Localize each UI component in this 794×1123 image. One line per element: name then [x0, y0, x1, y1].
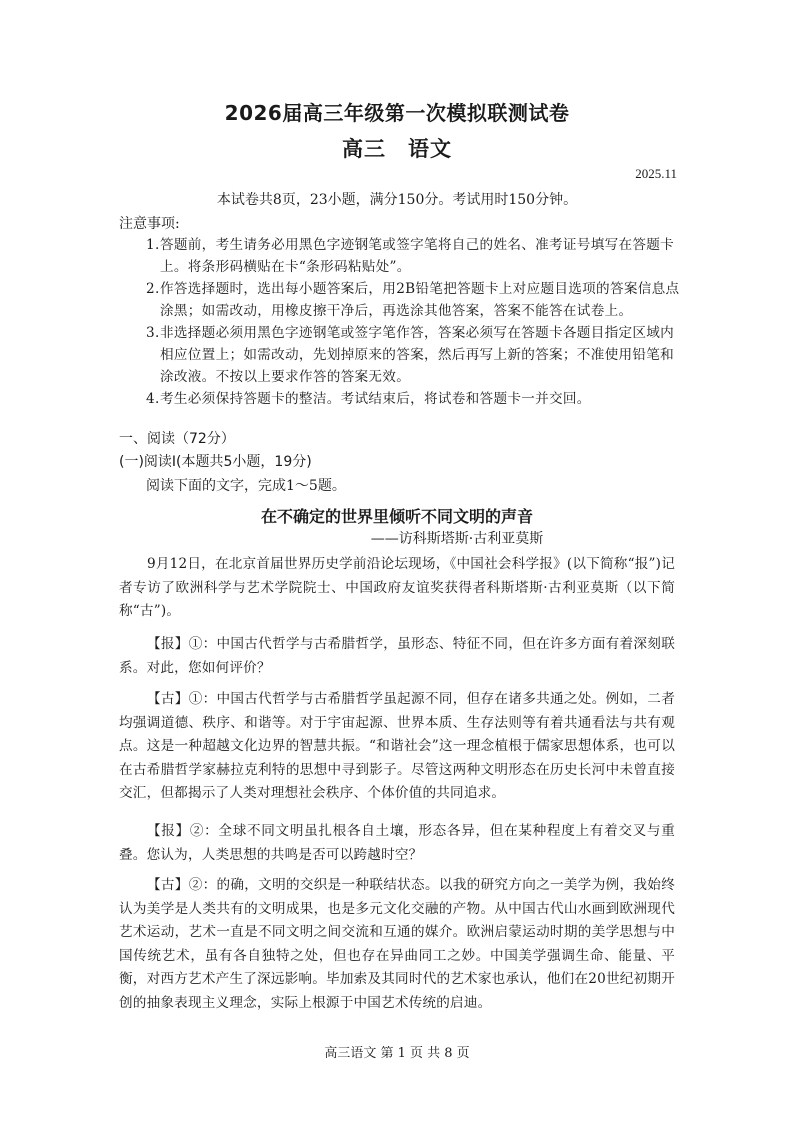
notice-item-text: 作答选择题时，选出每小题答案后，用2B铅笔把答题卡上对应题目选项的答案信息点涂黑；如需改动，用橡皮擦干净后，再选涂其他答案，答案不能答在试卷上。 [160, 281, 680, 319]
article-paragraph: 【报】②：全球不同文明虽扎根各自土壤，形态各异，但在某种程度上有着交叉与重叠。您认为，人类思想的共鸣是否可以跨越时空？ [119, 823, 675, 863]
article-paragraph: 【古】①：中国古代哲学与古希腊哲学虽起源不同，但存在诸多共通之处。例如，二者均强调道德、秩序、和谐等。对于宇宙起源、世界本质、生存法则等有着共通看法与共有观点。这是一种超越文化边界的智慧共振。“和谐社会”这一理念植根于儒家思想体系，也可以在古希腊哲学家赫拉克利特的思想中寻到影子。尽管这两种文明形态在历史长河中未曾直接交汇，但都揭示了人类对理想社会秩序、个体价值的共同追求。 [119, 691, 675, 801]
exam-meta: 本试卷共8页，23小题，满分150分。考试用时150分钟。 [216, 192, 578, 208]
article-paragraph: 【报】①：中国古代哲学与古希腊哲学，虽形态、特征不同，但在许多方面有着深刻联系。对此，您如何评价？ [119, 636, 675, 676]
subsection-heading: (一)阅读Ⅰ(本题共5小题，19分) [119, 454, 312, 470]
notice-item-number: 3. [146, 325, 160, 341]
notice-item [146, 322, 686, 388]
notice-item [146, 234, 686, 278]
notice-item-text: 非选择题必须用黑色字迹钢笔或签字笔作答，答案必须写在答题卡各题目指定区域内相应位置上；如需改动，先划掉原来的答案，然后再写上新的答案；不准使用铅笔和涂改液。不按以上要求作答的答案无效。 [160, 325, 675, 385]
reading-instruction: 阅读下面的文字，完成1～5题。 [146, 478, 346, 494]
notice-item [146, 278, 686, 322]
section-heading: 一、阅读（72分） [119, 431, 235, 447]
article-paragraph: 9月12日，在北京首届世界历史学前沿论坛现场，《中国社会科学报》(以下简称“报”)记者专访了欧洲科学与艺术学院院士、中国政府友谊奖获得者科斯塔斯·古利亚莫斯（以下简称“古”)。 [119, 556, 675, 619]
notice-item-number: 2. [146, 281, 160, 297]
exam-date: 2025.11 [635, 166, 677, 181]
notice-item [146, 388, 686, 410]
notice-heading: 注意事项: [119, 216, 180, 232]
article-byline: ——访科斯塔斯·古利亚莫斯 [370, 531, 544, 547]
page-footer: 高三语文 第 1 页 共 8 页 [324, 1046, 470, 1061]
notice-list [146, 234, 686, 410]
exam-title: 2026届高三年级第一次模拟联测试卷 [224, 101, 570, 125]
notice-item-text: 考生必须保持答题卡的整洁。考试结束后，将试卷和答题卡一并交回。 [160, 391, 591, 407]
article-paragraph: 【古】②：的确，文明的交织是一种联结状态。以我的研究方向之一美学为例，我始终认为美学是人类共有的文明成果，也是多元文化交融的产物。从中国古代山水画到欧洲现代艺术运动，艺术一直是不同文明之间交流和互通的媒介。欧洲启蒙运动时期的美学思想与中国传统艺术，虽有各自独特之处，但也存在异曲同工之妙。中国美学强调生命、能量、平衡，对西方艺术产生了深远影响。毕加索及其同时代的艺术家也承认，他们在20世纪初期开创的抽象表现主义理念，实际上根源于中国艺术传统的启迪。 [119, 877, 675, 1011]
notice-item-text: 答题前，考生请务必用黑色字迹钢笔或签字笔将自己的姓名、准考证号填写在答题卡上。将条形码横贴在卡“条形码粘贴处”。 [160, 237, 675, 275]
article-title: 在不确定的世界里倾听不同文明的声音 [260, 507, 533, 526]
notice-item-number: 1. [146, 237, 160, 253]
exam-subtitle: 高三 语文 [342, 137, 452, 161]
notice-item-number: 4. [146, 391, 160, 407]
